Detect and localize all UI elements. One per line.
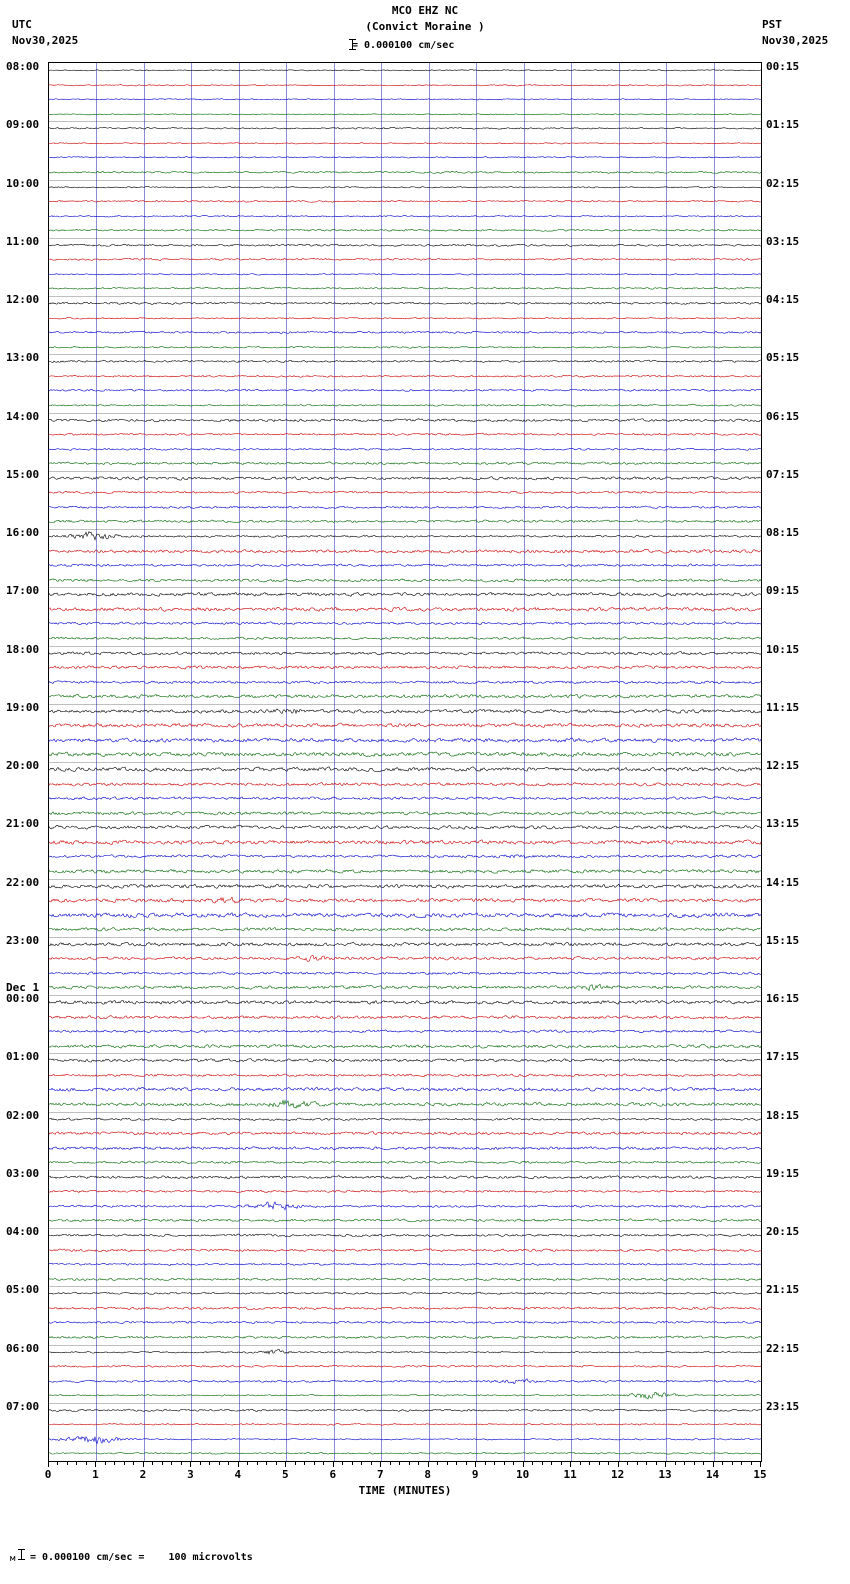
seismic-trace [49,864,762,879]
seismic-trace [49,78,762,93]
x-axis-minor-tick [732,1462,733,1465]
seismic-trace [49,442,762,457]
seismic-trace [49,194,762,209]
x-axis-tick-label: 12 [610,1468,625,1481]
seismic-trace [49,1286,762,1301]
x-axis-minor-tick [152,1462,153,1465]
x-axis-tick [760,1462,761,1467]
x-axis-minor-tick [656,1462,657,1465]
y-axis-left-label: 01:00 [6,1050,40,1064]
seismic-trace [49,398,762,413]
seismic-trace [49,252,762,267]
y-axis-right-label: 07:15 [766,467,800,481]
seismic-trace [49,558,762,573]
helicorder-plot[interactable] [48,62,762,1462]
x-axis-tick [48,1462,49,1467]
x-axis-tick-label: 13 [658,1468,672,1481]
seismic-trace [49,1097,762,1112]
seismic-trace [49,1374,762,1389]
x-axis-tick-label: 5 [282,1468,289,1481]
seismic-trace [49,1403,762,1418]
x-axis-tick [190,1462,191,1467]
x-axis-minor-tick [361,1462,362,1465]
x-axis-minor-tick [228,1462,229,1465]
seismic-trace [49,908,762,923]
x-axis-tick [428,1462,429,1467]
x-axis-tick-label: 10 [516,1468,530,1481]
seismic-trace [49,573,762,588]
seismic-trace [49,544,762,559]
seismic-trace [49,704,762,719]
hour-separator [49,296,761,297]
seismic-trace [49,893,762,908]
y-axis-right-label: 20:15 [766,1225,800,1238]
y-axis-right-label: 21:15 [766,1283,800,1297]
y-axis-left-label: 21:00 [6,817,40,831]
seismic-trace [49,1446,762,1461]
y-axis-left-label: 07:00 [6,1399,40,1413]
utc-date-label: Nov30,2025 [12,34,79,47]
y-axis-left-label: 09:00 [6,118,40,132]
x-axis-tick-label: 4 [234,1468,242,1481]
hour-separator [49,1345,761,1346]
x-axis-tick-label: 14 [705,1468,720,1481]
x-axis-minor-tick [342,1462,343,1465]
seismic-trace [49,471,762,486]
x-axis-tick-label: 6 [329,1468,337,1481]
x-axis-minor-tick [703,1462,704,1465]
seismic-trace [49,1432,762,1447]
seismic-trace [49,1082,762,1097]
seismic-trace [49,1213,762,1228]
seismic-trace [49,107,762,122]
seismic-trace [49,1126,762,1141]
hour-separator [49,121,761,122]
x-axis-minor-tick [504,1462,505,1465]
y-axis-left-label: 18:00 [6,642,40,656]
seismic-trace [49,267,762,282]
y-axis-left-label: 19:00 [6,700,40,714]
x-axis-minor-tick [599,1462,600,1465]
hour-separator [49,354,761,355]
seismic-trace [49,966,762,981]
scale-note: = 0.000100 cm/sec [352,40,455,51]
seismic-trace [49,413,762,428]
seismic-trace [49,1315,762,1330]
x-axis-minor-tick [646,1462,647,1465]
seismic-trace [49,136,762,151]
y-axis-left-label: 13:00 [6,351,40,365]
pst-zone-label: PST [762,18,782,31]
x-axis-tick-label: 8 [424,1468,432,1481]
seismic-trace [49,1345,762,1360]
x-axis-minor-tick [447,1462,448,1465]
x-axis-minor-tick [694,1462,695,1465]
seismic-trace [49,1301,762,1316]
seismic-trace [49,1039,762,1054]
seismic-trace [49,354,762,369]
seismic-trace [49,383,762,398]
footer-scale-bar-icon [18,1549,25,1560]
seismic-trace [49,777,762,792]
y-axis-right-label: 04:15 [766,293,800,306]
seismic-trace [49,209,762,224]
x-axis-tick [95,1462,96,1467]
seismic-trace [49,281,762,296]
x-axis-minor-tick [532,1462,533,1465]
y-axis-left-label: 12:00 [6,293,40,306]
seismic-trace [49,762,762,777]
seismic-trace [49,587,762,602]
seismic-trace [49,646,762,661]
seismic-trace [49,937,762,952]
x-axis-label: TIME (MINUTES) [358,1484,452,1497]
y-axis-right-label: 03:15 [766,234,800,248]
seismic-trace [49,325,762,340]
seismic-trace [49,820,762,835]
y-axis-right-label: 19:15 [766,1166,800,1180]
seismic-trace [49,92,762,107]
y-axis-right-label: 05:15 [766,351,800,365]
x-axis-tick-label: 0 [44,1468,52,1481]
x-axis-tick [238,1462,239,1467]
x-axis-minor-tick [551,1462,552,1465]
seismic-trace [49,733,762,748]
seismic-trace [49,427,762,442]
seismic-trace [49,514,762,529]
seismic-trace [49,121,762,136]
y-axis-right-label: 09:15 [766,584,800,598]
x-axis-minor-tick [76,1462,77,1465]
y-axis-right-label: 01:15 [766,118,800,132]
y-axis-left-label: 08:00 [6,60,40,73]
seismic-trace [49,150,762,165]
seismic-trace [49,1228,762,1243]
y-axis-right-label: 17:15 [766,1050,800,1064]
x-axis-tick [475,1462,476,1467]
x-axis-tick-label: 7 [376,1468,384,1481]
x-axis-minor-tick [627,1462,628,1465]
seismic-trace [49,689,762,704]
seismic-trace [49,1257,762,1272]
seismic-trace [49,456,762,471]
seismic-trace [49,616,762,631]
x-axis-minor-tick [304,1462,305,1465]
seismic-trace [49,1330,762,1345]
hour-separator [49,1228,761,1229]
x-axis-minor-tick [295,1462,296,1465]
y-axis-right-label: 12:15 [766,759,800,772]
x-axis-minor-tick [133,1462,134,1465]
y-axis-right-label: 18:15 [766,1108,800,1122]
y-axis-right-label: 02:15 [766,176,800,190]
x-axis-minor-tick [352,1462,353,1465]
hour-separator [49,1286,761,1287]
seismic-trace [49,835,762,850]
y-axis-right-label: 00:15 [766,60,800,73]
x-axis-minor-tick [209,1462,210,1465]
y-axis-right-label: 15:15 [766,933,800,947]
x-axis-tick-label: 11 [563,1468,577,1481]
seismic-trace [49,369,762,384]
hour-separator [49,529,761,530]
seismic-trace [49,1155,762,1170]
x-axis-minor-tick [124,1462,125,1465]
seismic-trace [49,747,762,762]
y-axis-left-label: 14:00 [6,409,40,423]
x-axis-minor-tick [466,1462,467,1465]
x-axis-minor-tick [399,1462,400,1465]
utc-zone-label: UTC [12,18,32,31]
hour-separator [49,1053,761,1054]
x-axis-minor-tick [485,1462,486,1465]
x-axis-tick-label: 9 [471,1468,479,1481]
footer-prefix: м [10,1554,16,1564]
x-axis-tick-label: 1 [92,1468,99,1481]
seismic-trace [49,529,762,544]
y-axis-left-label: 03:00 [6,1166,40,1180]
x-axis [44,1462,767,1484]
y-axis-left-label: Dec 1 [6,981,40,994]
seismic-trace [49,1388,762,1403]
x-axis-minor-tick [418,1462,419,1465]
x-axis-minor-tick [323,1462,324,1465]
y-axis-left-label: 16:00 [6,526,40,539]
seismic-trace [49,1243,762,1258]
seismic-trace [49,1170,762,1185]
seismic-trace [49,311,762,326]
x-axis-minor-tick [57,1462,58,1465]
x-axis-tick-label: 2 [139,1468,147,1481]
y-axis-right-label: 08:15 [766,526,800,539]
hour-separator [49,413,761,414]
hour-separator [49,180,761,181]
hour-separator [49,1112,761,1113]
x-axis-minor-tick [637,1462,638,1465]
seismic-trace [49,980,762,995]
y-axis-right-label: 23:15 [766,1399,800,1413]
x-axis-tick [618,1462,619,1467]
y-axis-left-label: 02:00 [6,1108,40,1122]
hour-separator [49,762,761,763]
y-axis-left-label: 20:00 [6,759,40,772]
y-axis-left-label: 17:00 [6,584,40,598]
seismic-trace [49,180,762,195]
x-axis-tick [570,1462,571,1467]
x-axis-tick [143,1462,144,1467]
x-axis-minor-tick [219,1462,220,1465]
seismic-trace [49,660,762,675]
x-axis-minor-tick [247,1462,248,1465]
x-axis-minor-tick [171,1462,172,1465]
x-axis-minor-tick [741,1462,742,1465]
hour-separator [49,704,761,705]
seismic-trace [49,879,762,894]
seismic-trace [49,1417,762,1432]
y-axis-left-label: 23:00 [6,933,40,947]
seismic-trace [49,1141,762,1156]
x-axis-minor-tick [456,1462,457,1465]
x-axis-minor-tick [580,1462,581,1465]
x-axis-tick-label: 3 [187,1468,194,1481]
y-axis-left-label: 05:00 [6,1283,40,1297]
y-axis-right-label: 13:15 [766,817,800,831]
seismic-trace [49,675,762,690]
hour-separator [49,995,761,996]
x-axis-minor-tick [67,1462,68,1465]
seismic-trace [49,1199,762,1214]
y-axis-left-label: 10:00 [6,176,40,190]
seismic-trace [49,602,762,617]
seismic-trace [49,922,762,937]
seismic-trace [49,485,762,500]
y-axis-left-label: 04:00 [6,1225,40,1238]
station-title: MCO EHZ NC [391,4,459,17]
seismic-trace [49,1010,762,1025]
hour-separator [49,646,761,647]
hour-separator [49,471,761,472]
x-axis-tick [665,1462,666,1467]
y-axis-left-label: 06:00 [6,1341,40,1355]
x-axis-minor-tick [276,1462,277,1465]
x-axis-tick [523,1462,524,1467]
seismic-trace [49,238,762,253]
seismic-trace [49,951,762,966]
x-axis-minor-tick [181,1462,182,1465]
x-axis-tick [713,1462,714,1467]
seismic-trace [49,500,762,515]
x-axis-minor-tick [266,1462,267,1465]
seismic-trace [49,718,762,733]
x-axis-minor-tick [437,1462,438,1465]
seismic-trace [49,63,762,78]
x-axis-tick [333,1462,334,1467]
seismic-trace [49,806,762,821]
y-axis-right-label: 14:15 [766,875,800,889]
x-axis-minor-tick [200,1462,201,1465]
seismic-trace [49,1053,762,1068]
x-axis-minor-tick [722,1462,723,1465]
y-axis-left-label: 15:00 [6,467,40,481]
x-axis-minor-tick [105,1462,106,1465]
y-axis-left-label: 11:00 [6,234,40,248]
x-axis-minor-tick [86,1462,87,1465]
seismic-trace [49,1359,762,1374]
x-axis-minor-tick [684,1462,685,1465]
x-axis-minor-tick [409,1462,410,1465]
x-axis-minor-tick [257,1462,258,1465]
y-axis-left-label: 22:00 [6,875,40,889]
x-axis-minor-tick [608,1462,609,1465]
seismic-trace [49,995,762,1010]
seismic-trace [49,849,762,864]
seismic-trace [49,223,762,238]
y-axis-right-label: 22:15 [766,1341,800,1355]
hour-separator [49,1170,761,1171]
seismic-trace [49,296,762,311]
hour-separator [49,1403,761,1404]
seismic-trace [49,1112,762,1127]
x-axis-minor-tick [675,1462,676,1465]
y-axis-right-label: 16:15 [766,992,800,1005]
hour-separator [49,937,761,938]
seismic-trace [49,1272,762,1287]
seismic-trace [49,791,762,806]
x-axis-minor-tick [114,1462,115,1465]
x-axis-minor-tick [390,1462,391,1465]
x-axis-tick [380,1462,381,1467]
x-axis-tick [285,1462,286,1467]
x-axis-tick-label: 15 [753,1468,767,1481]
hour-separator [49,587,761,588]
seismic-trace [49,631,762,646]
pst-date-label: Nov30,2025 [762,34,829,47]
footer-scale-note: = 0.000100 cm/sec = 100 microvolts [30,1552,253,1563]
y-axis-right-label: 11:15 [766,700,800,714]
seismic-trace [49,1068,762,1083]
hour-separator [49,820,761,821]
y-axis-right-label: 10:15 [766,642,800,656]
station-subtitle: (Convict Moraine ) [365,20,485,33]
x-axis-minor-tick [513,1462,514,1465]
x-axis-minor-tick [589,1462,590,1465]
x-axis-minor-tick [561,1462,562,1465]
x-axis-minor-tick [314,1462,315,1465]
seismic-trace [49,1184,762,1199]
x-axis-minor-tick [751,1462,752,1465]
hour-separator [49,238,761,239]
y-axis-right-label: 06:15 [766,409,800,423]
y-axis-left-label: 00:00 [6,992,40,1005]
x-axis-minor-tick [542,1462,543,1465]
x-axis-minor-tick [162,1462,163,1465]
seismic-trace [49,165,762,180]
hour-separator [49,879,761,880]
seismic-trace [49,1024,762,1039]
x-axis-minor-tick [371,1462,372,1465]
seismic-trace [49,340,762,355]
x-axis-minor-tick [494,1462,495,1465]
